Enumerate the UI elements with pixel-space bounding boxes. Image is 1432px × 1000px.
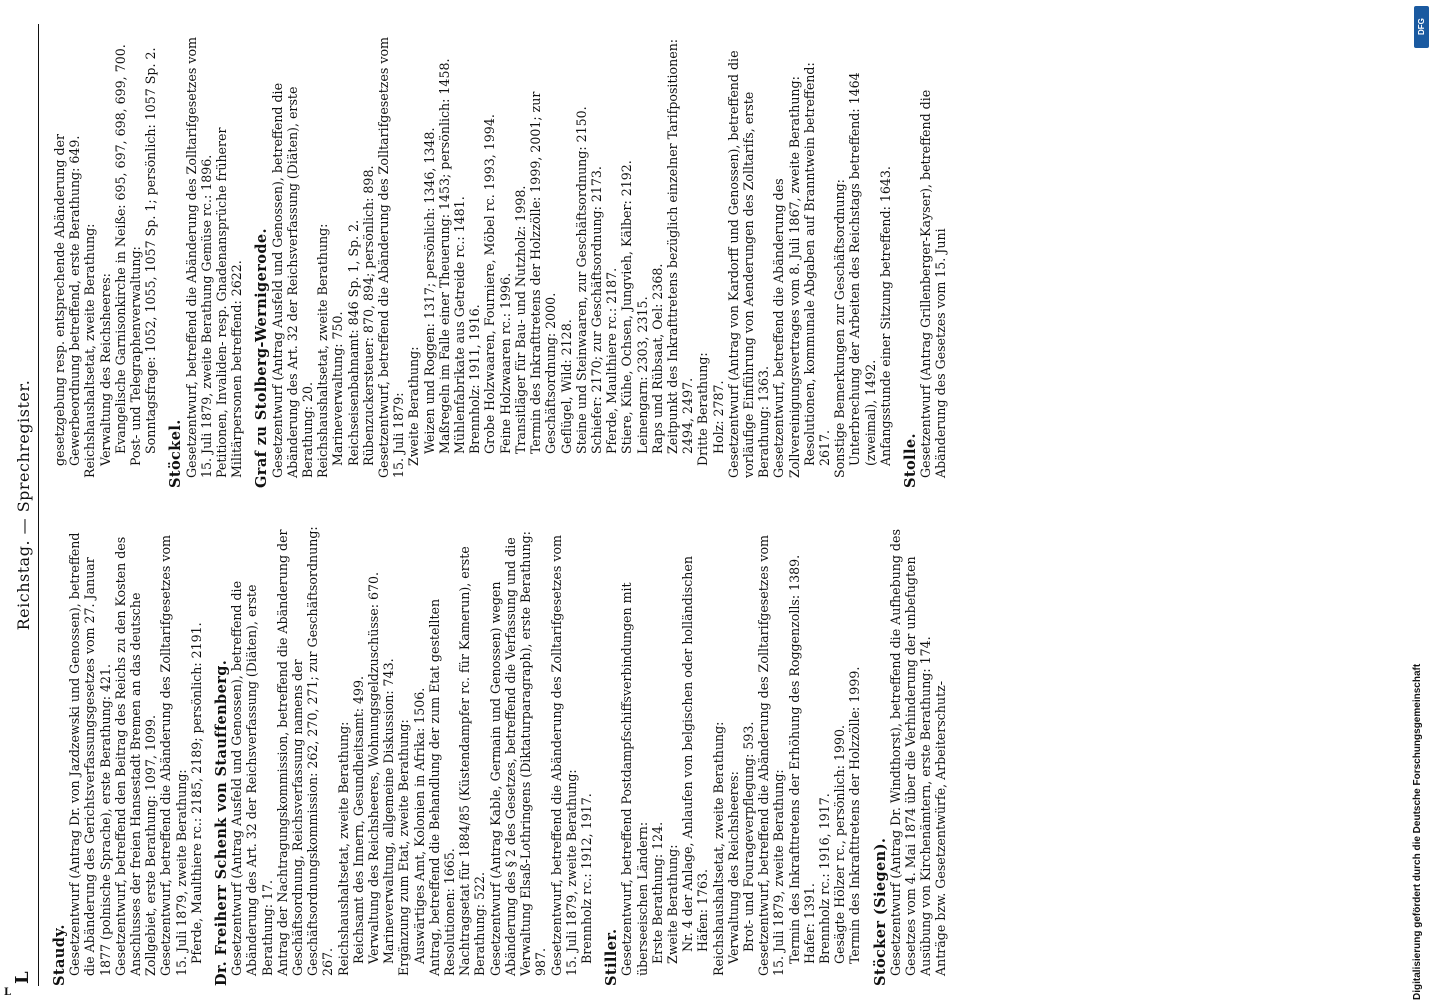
register-line: Brennholz rc.: 1916, 1917. [816, 793, 832, 964]
register-line: Marineverwaltung: 750. [330, 311, 346, 466]
register-entry [903, 24, 949, 488]
register-line: Verwaltung des Reichsheeres, Wohnungsgeldzuschüsse: 670. [366, 572, 382, 964]
register-line: Gesetzentwurf (Antrag Ausfeld und Genossen), betreffend die Abänderung des Art. 32 der Reichsverfassung (Diäten), erste Berathung: 20. [269, 82, 316, 478]
register-line: Sonstige Bemerkungen zur Geschäftsordnung: [832, 179, 848, 478]
register-line: Reichseisenbahnamt: 846 Sp. 1, Sp. 2. [345, 219, 361, 466]
register-line: Auswärtiges Amt, Kolonien in Afrika: 1506. [411, 687, 427, 964]
register-line: Reichshaushaltsetat, zweite Berathung: [82, 223, 98, 478]
register-line: Gesetzentwurf, betreffend die Abänderung des Zollvereinigungsvertrages vom 8. Juli 1867, zweite Berathung: [771, 76, 802, 478]
register-line: Gesetzentwurf (Antrag Ausfeld und Genossen), betreffend die Abänderung des Art. 32 der Reichsverfassung (Diäten), erste Berathung: 17. [229, 580, 275, 976]
register-line: Nachtragsetat für 1884/85 (Küstendampfer rc. für Kamerun), erste Berathung: 522. [457, 546, 488, 976]
register-line: Gesetzentwurf, betreffend die Abänderung des Zolltarifgesetzes vom 15. Juli 1879, zweite Berathung Gemüse rc.: 1896. [183, 37, 214, 478]
speaker-name: Stöcker (Siegen). [871, 837, 889, 986]
register-line: Brot- und Fourageverpflegung: 593. [740, 721, 756, 952]
register-line: Petitionen, Invaliden- resp. Gnadenansprüche früherer Militärpersonen betreffend: 2622. [214, 127, 245, 478]
register-line: Gesetzentwurf, betreffend den Beitrag des Reichs zu den Kosten des Anschlusses der freien Hansestadt Bremen an das deutsche Zollgebiet, erste Berathung: 1097, 1099. [112, 536, 159, 976]
register-line: Gesetzentwurf, betreffend die Abänderung des Zolltarifgesetzes vom 15. Juli 1879: [376, 37, 407, 478]
page-title: Reichstag. — Sprechregister. [14, 379, 33, 631]
register-line: Reichshaushaltsetat, zweite Berathung: [710, 721, 726, 976]
register-line: Dritte Berathung: [695, 352, 711, 466]
register-line: Nr. 4 der Anlage, Anlaufen von belgischen oder holländischen Häfen: 1763. [680, 556, 711, 952]
register-line: Weizen und Roggen: 1317; persönlich: 1346, 1348. [421, 127, 437, 454]
register-line: Gesetzentwurf (Antrag Dr. von Jazdzewski und Genossen), betreffend die Abänderung des Gerichtsverfassungsgesetzes vom 27. Januar 1877 (polnische Sprache), erste Berathung: 421. [67, 532, 113, 976]
register-line: Anträge bzw. Gesetzentwürfe, Arbeiterschutz- [933, 681, 949, 976]
dfg-logo: DFG [1414, 6, 1429, 48]
register-line: Brennholz: 1911, 1916. [467, 304, 483, 454]
register-line: Gesetzentwurf, betreffend Postdampfschiffsverbindungen mit überseeischen Ländern: [619, 582, 650, 976]
register-line: gesetzgebung resp. entsprechende Abänderung der Gewerbeordnung betreffend, erste Berathung: 649. [52, 134, 83, 466]
register-line: Marineverwaltung, allgemeine Diskussion: 743. [381, 658, 397, 964]
digitization-strip [1410, 0, 1432, 1000]
register-line: Sonntagsfrage: 1052, 1055, 1057 Sp. 1; persönlich: 1057 Sp. 2. [143, 47, 159, 454]
right-column [52, 24, 1360, 488]
register-line: Gesetzentwurf, betreffend die Abänderung des Zolltarifgesetzes vom 15. Juli 1879, zweite Berathung: [756, 535, 787, 976]
register-line: Termin des Inkrafttretens der Holzzölle: 1999, 2001; zur Geschäftsordnung: 2000. [528, 91, 559, 454]
page-letter: L [12, 971, 33, 984]
two-column-register [52, 24, 1360, 986]
register-line: Zweite Berathung: [664, 844, 680, 964]
speaker-name: Staudy. [51, 924, 68, 986]
register-line: Brennholz rc.: 1912, 1917. [578, 793, 594, 964]
register-line: Steine und Steinwaaren, zur Geschäftsordnung: 2150. [573, 106, 589, 454]
register-line: Antrag der Nachtragungskommission, betreffend die Abänderung der Geschäftsordnung, Reichsverfassung namens der Geschäftsordnungskommission: 262, 270, 271; zur Geschäftsordnung: 267. [274, 526, 336, 976]
register-line: Anfangsstunde einer Sitzung betreffend: 1643. [877, 166, 893, 466]
register-line: Maßregeln im Falle einer Theuerung: 1453; persönlich: 1458. [436, 58, 452, 454]
register-line: Gesetzentwurf, betreffend die Abänderung des Zolltarifgesetzes vom 15. Juli 1879, zweite Berathung: [548, 535, 579, 976]
register-line: Verwaltung des Reichsheeres: [97, 273, 113, 466]
register-line: Gesetzentwurf (Antrag von Kardorff und Genossen), betreffend die vorläufige Einführung von Aenderungen des Zolltarifs, erste Berathung: 1363. [725, 50, 772, 478]
register-line: Reichshaushaltsetat, zweite Berathung: [335, 721, 351, 976]
register-line: Feine Holzwaaren rc.: 1996. [497, 272, 513, 454]
register-line: Gesetzentwurf (Antrag Kable, Germain und Genossen) wegen Abänderung des § 2 des Gesetzes, betreffend die Verfassung und die Verwaltung Elsaß-Lothringens (Diktaturparagraph), erste Berathung: 987. [487, 531, 549, 976]
register-line: Raps und Rübsaat, Oel: 2368. [649, 263, 665, 454]
register-entry [52, 522, 204, 986]
footer-mark: L [4, 987, 12, 998]
register-entry [168, 24, 244, 488]
register-line: Gesetzentwurf (Antrag Dr. Windthorst), betreffend die Aufhebung des Gesetzes vom 4. Mai 1874 über die Verhinderung der unbefugten Ausübung von Kirchenämtern, erste Berathung: 174. [887, 529, 934, 976]
register-line: Geflügel, Wild: 2128. [558, 319, 574, 454]
speaker-name: Stöckel. [167, 419, 185, 488]
register-entry [52, 24, 158, 488]
register-line: Holz: 2787. [710, 380, 726, 454]
register-line: Hafer: 1391. [801, 883, 817, 964]
register-line: Verwaltung des Reichsheeres: [725, 771, 741, 964]
digitization-note: Digitalisierung gefördert durch die Deutsche Forschungsgemeinschaft [1412, 663, 1423, 1000]
register-line: Erste Berathung: 124. [649, 821, 665, 964]
register-line: Gesägte Hölzer rc., persönlich: 1990. [832, 724, 848, 964]
register-line: Gesetzentwurf, betreffend die Abänderung des Zolltarifgesetzes vom 15. Juli 1879, zweite Berathung: [158, 535, 189, 976]
register-entry [254, 24, 893, 488]
speaker-name: Stolle. [901, 433, 919, 488]
register-line: Leinengarn: 2303, 2315. [634, 296, 650, 454]
register-line: Pferde, Maulthiere rc.: 2185, 2189; persönlich: 2191. [188, 622, 204, 964]
register-entry [214, 522, 594, 986]
register-entry [873, 522, 949, 986]
register-line: Reichshaushaltsetat, zweite Berathung: [315, 223, 331, 478]
register-line: Termin des Inkrafttretens der Holzzölle: 1999. [847, 666, 863, 964]
register-line: Termin des Inkrafttretens der Erhöhung des Roggenzolls: 1389. [786, 554, 802, 964]
register-line: Resolutionen, kommunale Abgaben auf Branntwein betreffend: 2617. [801, 62, 832, 466]
register-line: Reichsamt des Innern, Gesundheitsamt: 499. [350, 675, 366, 964]
register-line: Mühlenfabrikate aus Getreide rc.: 1481. [452, 196, 468, 454]
register-entry [604, 522, 862, 986]
register-line: Pferde, Maulthiere rc.: 2187. [604, 267, 620, 454]
left-column [52, 522, 1360, 986]
register-line: Ergänzung zum Etat, zweite Berathung: [396, 719, 412, 976]
register-line: Stiere, Kühe, Ochsen, Jungvieh, Kälber: 2192. [619, 160, 635, 454]
register-line: Gesetzentwurf (Antrag Grillenberger-Kayser), betreffend die Abänderung des Gesetzes vom 15. Juni [918, 89, 949, 478]
register-line: Evangelische Garnisonkirche in Neiße: 695, 697, 698, 699, 700. [112, 44, 128, 454]
register-line: Antrag, betreffend die Behandlung der zum Etat gestellten Resolutionen: 1665. [426, 598, 458, 976]
register-line: Schiefer: 2170; zur Geschäftsordnung: 2173. [588, 166, 604, 454]
register-line: Zeitpunkt des Inkrafttretens bezüglich einzelner Tarifpositionen: 2494, 2497. [664, 38, 696, 454]
speaker-name: Graf zu Stolberg-Wernigerode. [253, 228, 271, 488]
speaker-name: Stiller. [603, 928, 621, 986]
register-line: Zweite Berathung: [406, 346, 422, 466]
speaker-name: Dr. Freiherr Schenk von Stauffenberg. [213, 659, 231, 986]
register-line: Unterbrechung der Arbeiten des Reichstags betreffend: 1464 (zweimal), 1492. [847, 72, 878, 466]
page-header [8, 24, 39, 986]
register-line: Post- und Telegraphenverwaltung: [128, 246, 144, 466]
register-line: Transitläger für Bau- und Nutzholz: 1998. [512, 185, 528, 454]
register-line: Grobe Holzwaaren, Fourniere, Möbel rc. 1993, 1994. [482, 114, 498, 454]
register-line: Rübenzuckersteuer: 870, 894; persönlich: 898. [360, 165, 376, 466]
